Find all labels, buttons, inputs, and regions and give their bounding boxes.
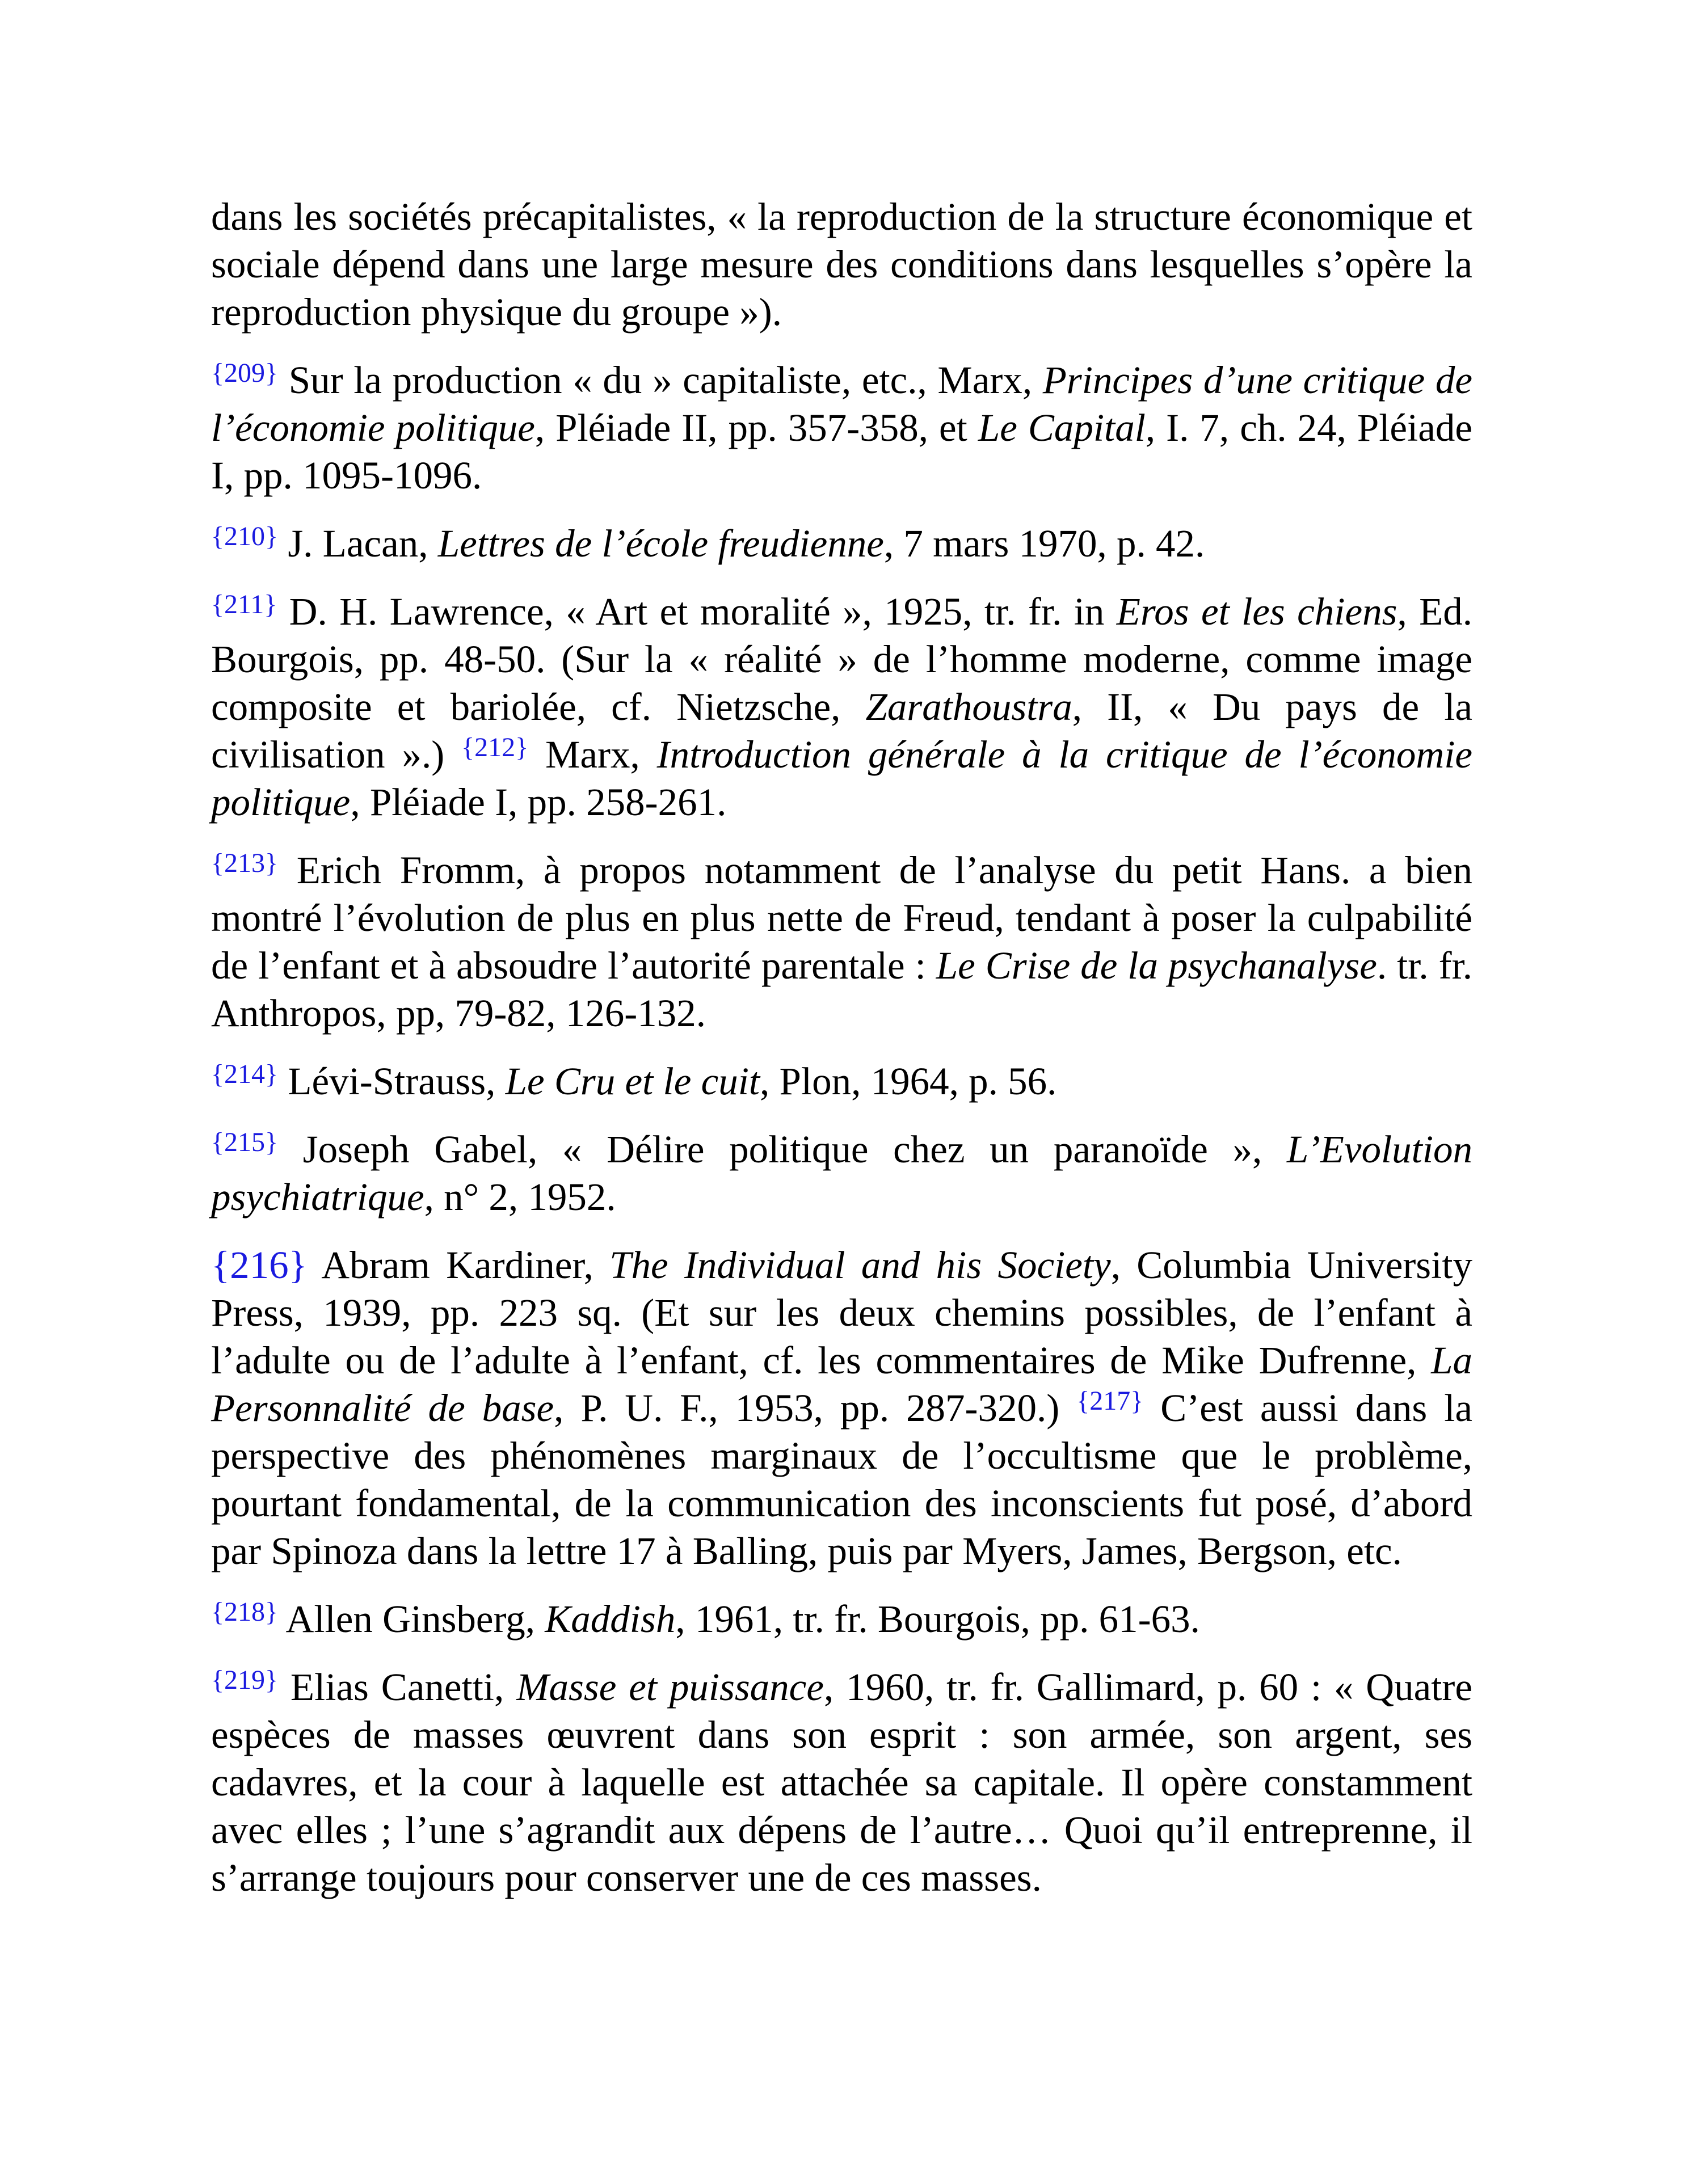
work-title: Zarathoustra: [865, 685, 1072, 728]
footnote-text: Erich Fromm, à propos notamment de l’analyse du petit Hans. a bien montré l’évolution de plus en plus nette de Freud, tendant à poser la culpabilité de l’enfant et à absoudre l’autorité parentale :: [211, 849, 1472, 987]
footnote-number-link[interactable]: {219}: [211, 1665, 279, 1695]
footnote-paragraph: [211, 1663, 1472, 1901]
footnote-text: , n° 2, 1952.: [424, 1175, 616, 1219]
footnote-number-link[interactable]: {214}: [211, 1059, 279, 1089]
footnote-paragraph: [211, 588, 1472, 826]
work-title: Eros et les chiens: [1116, 590, 1397, 633]
footnote-text: , Plon, 1964, p. 56.: [760, 1060, 1057, 1103]
footnote-paragraph: [211, 846, 1472, 1037]
footnote-number-link[interactable]: {212}: [461, 732, 529, 762]
footnote-paragraph: [211, 1595, 1472, 1643]
footnote-text: D. H. Lawrence, « Art et moralité », 1925, tr. fr. in: [277, 590, 1117, 633]
footnote-text: , Columbia University Press, 1939, pp. 223 sq. (Et sur les deux chemins possibles, de l’enfant à l’adulte ou de l’adulte à l’enfant, cf. les commentaires de Mike Dufrenne,: [211, 1243, 1472, 1382]
footnote-text: , 7 mars 1970, p. 42.: [883, 522, 1205, 565]
footnote-text: Sur la production « du » capitaliste, etc., Marx,: [278, 359, 1043, 402]
work-title: The Individual and his Society: [609, 1243, 1111, 1287]
work-title: Lettres de l’école freudienne: [437, 522, 884, 565]
footnote-text: Elias Canetti,: [278, 1666, 517, 1709]
footnote-number-link[interactable]: {213}: [211, 848, 279, 878]
footnote-text: , Ed. Bourgois, pp. 48-50. (Sur la « réalité » de l’homme moderne, comme image composite et bariolée, cf. Nietzsche,: [211, 590, 1472, 728]
footnote-paragraph: [211, 193, 1472, 336]
footnote-paragraph: [211, 356, 1472, 499]
footnote-number-link[interactable]: {215}: [211, 1127, 279, 1157]
footnote-text: , I. 7, ch. 24, Pléiade I, pp. 1095-1096.: [211, 406, 1472, 497]
footnote-paragraph: [211, 1057, 1472, 1105]
footnote-text: Joseph Gabel, « Délire politique chez un paranoïde »,: [278, 1128, 1287, 1171]
footnote-number-link[interactable]: {210}: [211, 521, 279, 551]
work-title: Masse et puissance: [516, 1666, 824, 1709]
footnote-text: , Pléiade II, pp. 357-358, et: [534, 406, 978, 449]
footnote-text: . tr. fr. Anthropos, pp, 79-82, 126-132.: [211, 944, 1472, 1035]
work-title: Le Cru et le cuit: [505, 1060, 760, 1103]
footnote-number-link[interactable]: {216}: [211, 1243, 308, 1287]
footnote-number-link[interactable]: {218}: [211, 1597, 279, 1627]
footnote-text: J. Lacan,: [278, 522, 438, 565]
footnote-number-link[interactable]: {209}: [211, 358, 279, 388]
footnote-text: , II, « Du pays de la civilisation ».): [211, 685, 1473, 776]
footnote-paragraph: [211, 1125, 1472, 1221]
work-title: Le Crise de la psychanalyse: [936, 944, 1377, 987]
footnote-text: , 1960, tr. fr. Gallimard, p. 60 : « Quatre espèces de masses œuvrent dans son esprit : son armée, son argent, ses cadavres, et la cour à laquelle est attachée sa capitale. Il opère constamment avec elles ; l’une s’agrandit aux dépens de l’autre… Quoi qu’il entreprenne, il s’arrange toujours pour conserver une de ces masses.: [211, 1666, 1472, 1899]
footnote-paragraph: [211, 1241, 1472, 1575]
footnote-paragraph: [211, 520, 1472, 567]
footnote-text: Marx,: [528, 733, 657, 776]
work-title: Le Capital: [978, 406, 1146, 449]
footnote-number-link[interactable]: {217}: [1076, 1386, 1144, 1416]
footnote-text: Lévi-Strauss,: [278, 1060, 506, 1103]
footnote-text: dans les sociétés précapitalistes, « la reproduction de la structure économique et sociale dépend dans une large mesure des conditions dans lesquelles s’opère la reproduction physique du groupe »).: [211, 195, 1472, 334]
footnote-number-link[interactable]: {211}: [211, 589, 277, 619]
footnotes-body: [211, 193, 1472, 1922]
work-title: L’Evolution psychiatrique: [211, 1128, 1472, 1219]
footnote-text: , P. U. F., 1953, pp. 287-320.): [554, 1386, 1077, 1430]
footnote-text: C’est aussi dans la perspective des phénomènes marginaux de l’occultisme que le problème, pourtant fondamental, de la communication des inconscients fut posé, d’abord par Spinoza dans la lettre 17 à Balling, puis par Myers, James, Bergson, etc.: [211, 1386, 1473, 1572]
footnote-text: , 1961, tr. fr. Bourgois, pp. 61-63.: [675, 1597, 1200, 1641]
work-title: La Personnalité de base: [211, 1339, 1472, 1430]
footnote-text: Abram Kardiner,: [307, 1243, 610, 1287]
footnote-text: Allen Ginsberg,: [278, 1597, 545, 1641]
footnote-text: , Pléiade I, pp. 258-261.: [350, 781, 727, 824]
work-title: Principes d’une critique de l’économie politique: [211, 359, 1472, 449]
work-title: Introduction générale à la critique de l’économie politique: [211, 733, 1472, 824]
work-title: Kaddish: [545, 1597, 676, 1641]
